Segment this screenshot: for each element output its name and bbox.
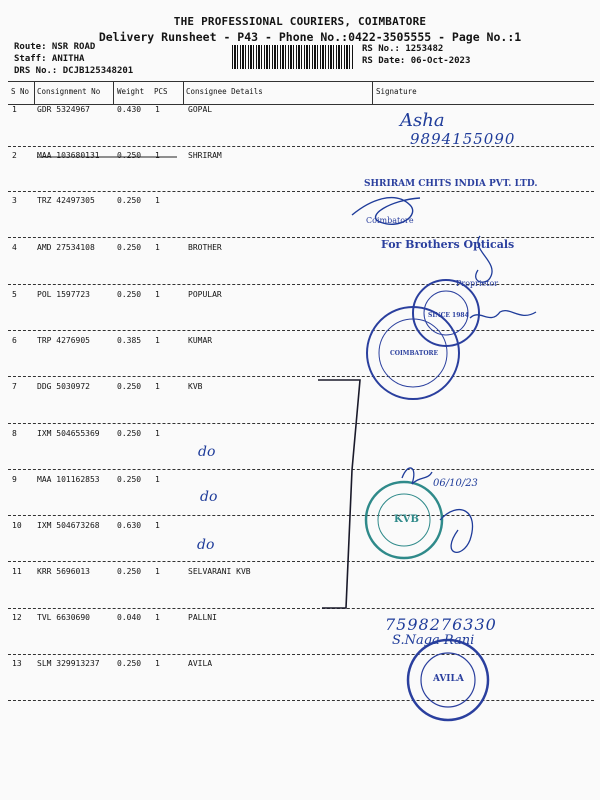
row-weight: 0.250 <box>117 382 142 391</box>
row-weight: 0.250 <box>117 659 142 668</box>
row-consignee: SHRIRAM <box>188 151 222 160</box>
row-sno: 12 <box>12 613 22 622</box>
stamp-brothers: For Brothers Opticals <box>381 238 515 251</box>
row-consignee: SELVARANI KVB <box>188 567 251 576</box>
row-consignee: AVILA <box>188 659 213 668</box>
row-consignment: MAA 101162853 <box>37 475 100 484</box>
ditto-mark: do <box>198 444 216 460</box>
row-sno: 3 <box>12 196 17 205</box>
row-pcs: 1 <box>155 382 160 391</box>
row-sno: 11 <box>12 567 22 576</box>
ditto-mark: do <box>197 537 215 553</box>
rs-number: RS No.: 1253482 <box>362 44 444 54</box>
staff-label: Staff: ANITHA <box>14 54 85 64</box>
stamp-proprietor: Proprietor <box>456 279 499 288</box>
drs-number: DRS No.: DCJB125348201 <box>14 66 134 76</box>
stamp-kvb: KVB <box>394 514 419 525</box>
signature-phone: 7598276330 <box>385 615 497 634</box>
row-pcs: 1 <box>155 290 160 299</box>
bracket-stroke <box>318 380 360 608</box>
row-weight: 0.385 <box>117 336 142 345</box>
row-sno: 1 <box>12 105 17 114</box>
row-consignee: POPULAR <box>188 290 222 299</box>
row-weight: 0.250 <box>117 429 142 438</box>
row-pcs: 1 <box>155 475 160 484</box>
row-weight: 0.250 <box>117 243 142 252</box>
stamp-avila: AVILA <box>433 674 464 684</box>
document-subtitle: Delivery Runsheet - P43 - Phone No.:0422-3505555 - Page No.:1 <box>98 30 522 44</box>
row-pcs: 1 <box>155 105 160 114</box>
row-sno: 7 <box>12 382 17 391</box>
row-pcs: 1 <box>155 151 160 160</box>
signature-scribble <box>440 510 473 553</box>
route-label: Route: NSR ROAD <box>14 42 96 52</box>
row-consignment: TRZ 42497305 <box>37 196 95 205</box>
row-weight: 0.250 <box>117 151 142 160</box>
stamp-dhanalakshmi-city: COIMBATORE <box>390 350 439 357</box>
row-weight: 0.250 <box>117 290 142 299</box>
column-header-consignment: Consignment No <box>37 87 101 96</box>
row-weight: 0.250 <box>117 475 142 484</box>
row-consignment: POL 1597723 <box>37 290 90 299</box>
row-sno: 4 <box>12 243 17 252</box>
row-sno: 9 <box>12 475 17 484</box>
rs-date: RS Date: 06-Oct-2023 <box>362 56 471 66</box>
row-consignment: IXM 504655369 <box>37 429 100 438</box>
row-consignment: MAA 103680131 <box>37 151 100 160</box>
signature-phone: 9894155090 <box>410 130 516 148</box>
document-title: THE PROFESSIONAL COURIERS, COIMBATORE <box>173 15 427 28</box>
row-sno: 2 <box>12 151 17 160</box>
row-sno: 13 <box>12 659 22 668</box>
row-consignment: GDR 5324967 <box>37 105 90 114</box>
signature-name: Asha <box>400 110 445 131</box>
row-consignment: TRP 4276905 <box>37 336 90 345</box>
row-sno: 5 <box>12 290 17 299</box>
row-weight: 0.630 <box>117 521 142 530</box>
column-header-consignee: Consignee Details <box>186 87 263 96</box>
row-consignee: BROTHER <box>188 243 222 252</box>
row-pcs: 1 <box>155 659 160 668</box>
stamp-shriram-city: Coimbatore <box>366 216 414 225</box>
row-weight: 0.250 <box>117 196 142 205</box>
row-consignee: PALLNI <box>188 613 217 622</box>
row-sno: 10 <box>12 521 22 530</box>
row-consignment: AMD 27534108 <box>37 243 95 252</box>
row-pcs: 1 <box>155 521 160 530</box>
row-pcs: 1 <box>155 336 160 345</box>
row-consignment: TVL 6630690 <box>37 613 90 622</box>
row-weight: 0.040 <box>117 613 142 622</box>
row-pcs: 1 <box>155 429 160 438</box>
row-weight: 0.250 <box>117 567 142 576</box>
row-sno: 8 <box>12 429 17 438</box>
row-consignment: DDG 5030972 <box>37 382 90 391</box>
row-consignee: KVB <box>188 382 203 391</box>
stamp-since: SINCE 1984 <box>428 312 469 319</box>
signature-name: S.Naga Rani <box>392 633 475 648</box>
row-pcs: 1 <box>155 196 160 205</box>
column-header-sno: S No <box>11 87 30 96</box>
column-header-signature: Signature <box>376 87 417 96</box>
row-consignment: IXM 504673268 <box>37 521 100 530</box>
row-sno: 6 <box>12 336 17 345</box>
row-consignment: KRR 5696013 <box>37 567 90 576</box>
row-pcs: 1 <box>155 613 160 622</box>
stamp-shriram-name: SHRIRAM CHITS INDIA PVT. LTD. <box>364 179 538 189</box>
column-header-pcs: PCS <box>154 87 168 96</box>
row-consignee: KUMAR <box>188 336 213 345</box>
signature-date: 06/10/23 <box>433 478 478 489</box>
ditto-mark: do <box>200 489 218 505</box>
row-weight: 0.430 <box>117 105 142 114</box>
row-consignment: SLM 329913237 <box>37 659 100 668</box>
row-pcs: 1 <box>155 567 160 576</box>
row-pcs: 1 <box>155 243 160 252</box>
column-header-weight: Weight <box>117 87 145 96</box>
row-consignee: GOPAL <box>188 105 213 114</box>
